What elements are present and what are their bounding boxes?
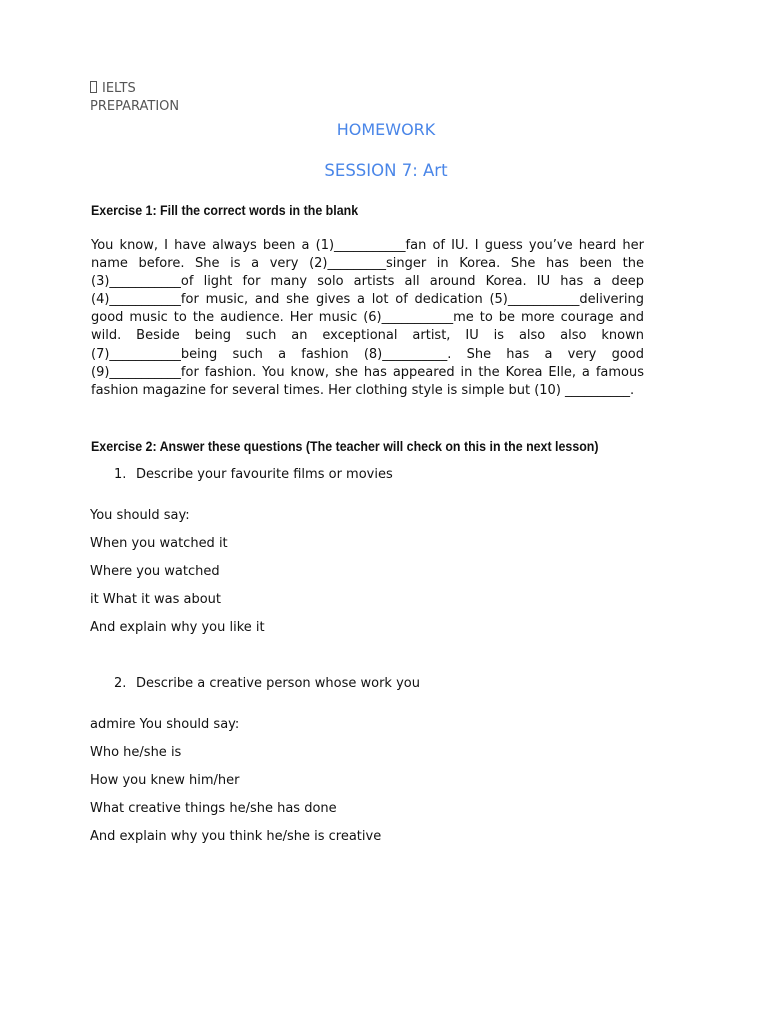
question-2-line: admire You should say: — [90, 717, 240, 732]
question-2-line: And explain why you think he/she is creative — [90, 829, 382, 844]
exercise-1-paragraph: You know, I have always been a (1)___________fan of IU. I guess you’ve heard her name before. She is a very (2)_________singer in Korea. She has been the (3)___________of light for many solo artists all around Korea. IU has a deep (4)___________for music, and she gives a lot of dedication (5)___________delivering good music to the audience. Her music (6)___________me to be more courage and wild. Beside being such an exceptional artist, IU is also also known (7)___________being such a fashion (8)__________. She has a very good (9)___________for fashion. You know, she has appeared in the Korea Elle, a famous fashion magazine for several times. Her clothing style is simple but (10) __________. — [91, 238, 644, 398]
exercise-1-heading: Exercise 1: Fill the correct words in the blank — [91, 203, 359, 218]
question-2-line: What creative things he/she has done — [90, 801, 337, 816]
question-1-line: When you watched it — [90, 536, 228, 551]
page-title: HOMEWORK — [336, 120, 436, 139]
exercise-2-heading: Exercise 2: Answer these questions (The teacher will check on this in the next lesson) — [91, 439, 599, 454]
question-1-line: You should say: — [90, 508, 190, 523]
ielts-logo — [90, 80, 179, 116]
question-1-line: it What it was about — [90, 592, 221, 607]
logo-line-1 — [90, 80, 179, 98]
question-1-line: Where you watched — [90, 564, 220, 579]
question-2-number: 2. — [114, 676, 127, 691]
question-1-number: 1. — [114, 467, 127, 482]
logo-text-ielts: IELTS — [102, 81, 136, 96]
question-2 — [114, 675, 420, 693]
session-title: SESSION 7: Art — [324, 161, 448, 180]
logo-line-2: PREPARATION — [90, 99, 180, 114]
logo-box-icon — [90, 81, 97, 93]
question-2-line: Who he/she is — [90, 745, 182, 760]
question-1-line: And explain why you like it — [90, 620, 265, 635]
question-1 — [114, 466, 393, 484]
question-2-text: Describe a creative person whose work you — [136, 676, 420, 691]
question-1-text: Describe your favourite films or movies — [136, 467, 393, 482]
question-2-line: How you knew him/her — [90, 773, 240, 788]
